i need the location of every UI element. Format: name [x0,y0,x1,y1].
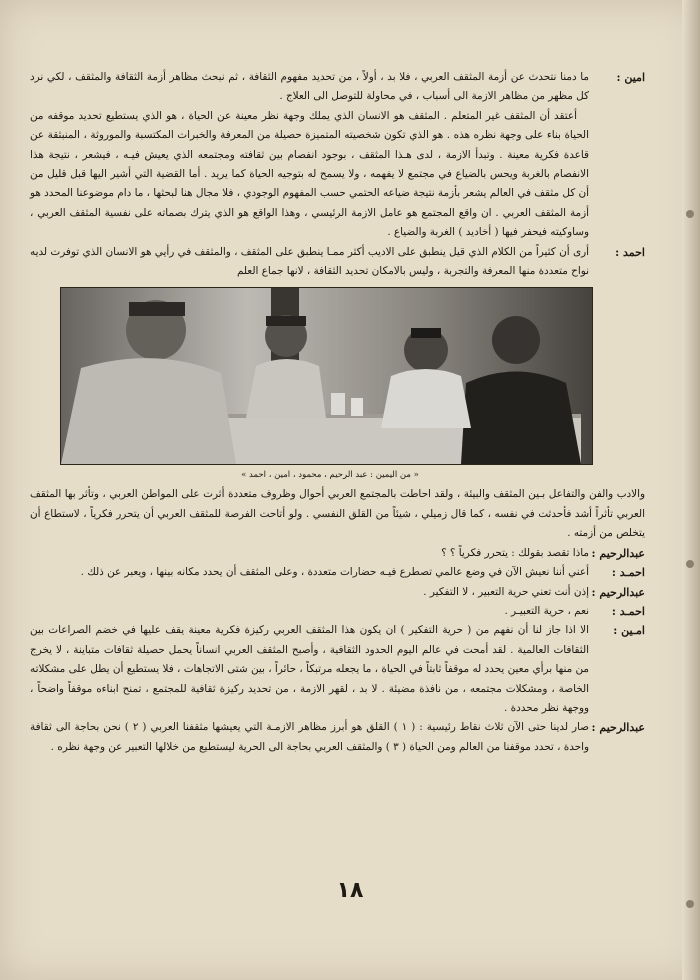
photo-figure [60,287,600,483]
photo-caption: « من اليمين : عبد الرحيم ، محمود ، امين ، احمد » [241,470,419,481]
speaker-name: احمد : [615,245,645,259]
speaker-name: احمـد : [611,604,645,618]
binding-hole [686,210,694,218]
speaker-name: امين : [616,71,645,84]
dialogue-entry [30,544,645,563]
speech-text [30,68,589,243]
speech-text: الا اذا جاز لنا أن نفهم من ( حرية التفكير ) ان يكون هذا المثقف العربي ركيزة فكرية معينة يقف عليها في خضم الصراعات بين الثقافات العالمية . لقد أمحت في عالم اليوم الحدود الثقافية ، وأصبح المثقف العربي انساناً يحمل حصيلة ثقافات متباينة ، لا يخرج من منها برأي معين يحدد له موقفاً ثابتاً في الحياة ، ما يجعله مرتبكاً ، حائراً ، بين شتى الاتجاهات ، فلا يستطيع أن يطل على مشكلاته الخاصة ، ومشكلات مجتمعه ، من نافذة مضيئة . لا بد ، لقهر الازمة ، من تحديد ركيزة ثقافية للمجتمع ، تمنح ابناءه موقفاً واضحاً ، ووجهة نظر محددة . [30,624,590,714]
speech-text: ماذا تقصد بقولك : يتحرر فكرياً ؟ ؟ [441,546,589,559]
speaker-name: امـين : [613,624,645,638]
speaker-name: عبدالرحيم : [591,721,645,735]
binding-hole [686,560,694,568]
speech-text: نعم ، حرية التعبيـر . [504,604,589,617]
speech-text: أعني أننا نعيش الآن في وضع عالمي تصطرع فيـه حضارات متعددة ، وعلى المثقف أن يحدد مكانه بينها ، ويعبر عن ذلك . [80,566,589,579]
speech-text [30,243,589,282]
speech-continuation: والادب والفن والتفاعل بـين المثقف والبيئة ، ولقد احاطت بالمجتمع العربي أحوال وظروف متعددة أثرت على المواطن العربي ، وتأثر بها المثقف العربي تأثراً أشد فأحدثت في نفسه ، كما قال زميلي ، شيئاً من القلق النفسي . ولو أتاحت الفرصة للمثقف العربي أن يتحرر فكرياً ، لاستطاع أن يتخلص من أزمته . [30,488,645,540]
dialogue-entry [30,602,645,621]
article-body [30,68,645,757]
dialogue-entry [30,243,645,282]
group-photo [60,287,593,465]
dialogue-entry [30,68,645,243]
speaker-name: احمـد : [611,566,645,580]
page-binding [682,0,700,980]
speaker-name: عبدالرحيم : [591,585,645,599]
paragraph: أرى أن كثيراً من الكلام الذي قيل ينطبق على الاديب أكثر ممـا ينطبق على المثقف ، والمثقف في رأيي هو الانسان الذي توفرت لديه نواح متعددة منها المعرفة والتجربة ، وليس بالامكان تحديد الثقافة ، لانها جماع العلم [30,245,589,278]
paragraph: أعتقد أن المثقف غير المتعلم . المثقف هو الانسان الذي يملك وجهة نظر معينة عن الحياة ، هو الذي يستطيع تحديد موقفه من الحياة بناء على وجهة نظره هذه . هو الذي تكون شخصيته المتميزة حصيلة من المعرفة والخبرات المكتسبة والموروثة ، المنبثقة عن قاعدة فكرية معينة . وتبدأ الازمة ، لدى هـذا المثقف ، بوجود انفصام بين ثقافته ومجتمعه الذي يعيش فيـه ، فيشعر ، نتيجة هذا الانفصام بالغربة ويحس بالضياع في مجتمع لا يفهمه ، ولا يسمح له بتوجيه الحياة كما يريد . أما القضية التي أشير اليها قبل قليل من أن كل مثقف في العالم يشعر بأزمة نتيجة ضياعه الحتمي حسب المفهوم الوجودي ، فلا مجال هنا لبحثها ، ما دام موضوعنا المحدد هو أزمة المثقف العربي . ان واقع المجتمع هو عامل الازمة الرئيسي ، وهذا الواقع هو الذي يترك بصماته على نفسية المثقف العربي ، وساوكيته فيحفر فيها ( أخاديد ) الغربة والضياع . [30,109,589,239]
dialogue-entry [30,621,645,718]
page-number: ١٨ [336,878,364,903]
dialogue-entry [30,563,645,582]
paragraph: ما دمنا نتحدث عن أزمة المثقف العربي ، فلا بد ، أولاً ، من تحديد مفهوم الثقافة ، ثم نبحث مظاهر أزمة الثقافة والمثقف ، لكي نرد كل مظهر من مظاهر الازمة الى أسباب ، في محاولة للتوصل الى العلاج . [30,71,589,103]
speech-text: إذن أنت تعني حرية التعبير ، لا التفكير . [423,585,589,598]
speech-text: صار لدينا حتى الآن ثلاث نقاط رئيسية : ( ١ ) القلق هو أبرز مظاهر الازمـة التي يعيشها مثقفنا العربي ( ٢ ) نحن بحاجة الى ثقافة واحدة ، تحدد موقفنا من العالم ومن الحياة ( ٣ ) والمثقف العربي بحاجة الى الحرية ليستطيع من خلالها التعبير عن وجهة نظره . [30,721,589,753]
speaker-name: عبدالرحيم : [591,546,645,560]
dialogue-entry [30,583,645,602]
dialogue-entry [30,718,645,757]
